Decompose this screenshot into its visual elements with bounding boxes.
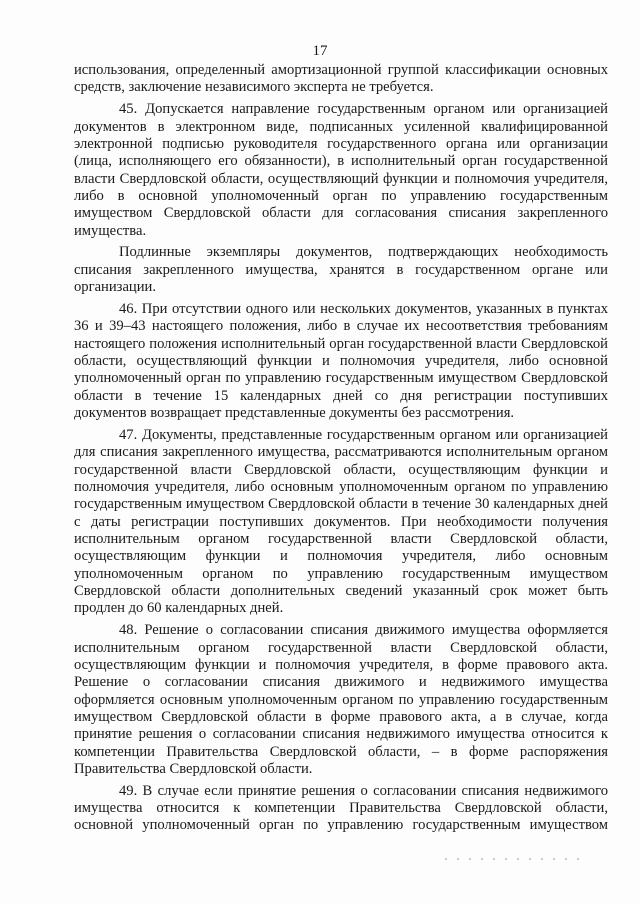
paragraph-originals: Подлинные экземпляры документов, подтверждающих необходимость списания закрепленного имущества, хранятся в государственном органе или организации. xyxy=(74,244,608,296)
paragraph-49: 49. В случае если принятие решения о согласовании списания недвижимого имущества относится к компетенции Правительства Свердловской области, основной уполномоченный орган по управлению государственным имуществом xyxy=(74,782,608,834)
paragraph-45: 45. Допускается направление государственным органом или организацией документов в электронном виде, подписанных усиленной квалифицированной электронной подписью руководителя государственного органа или организации (лица, исполняющего его обязанности), в исполнительный орган государственной власти Свердловской области, осуществляющий функции и полномочия учредителя, либо в основной уполномоченный орган по управлению государственным имуществом Свердловской области для согласования списания закрепленного имущества. xyxy=(74,101,608,239)
paragraph-47: 47. Документы, представленные государственным органом или организацией для списания закрепленного имущества, рассматриваются исполнительным органом государственной власти Свердловской области, осуществляющим функции и полномочия учредителя, либо основным уполномоченным органом по управлению государственным имуществом Свердловской области в течение 30 календарных дней с даты регистрации поступивших документов. При необходимости получения исполнительным органом государственной власти Свердловской области, осуществляющим функции и полномочия учредителя, либо основным уполномоченным органом по управлению государственным имуществом Свердловской области дополнительных сведений указанный срок может быть продлен до 60 календарных дней. xyxy=(74,426,608,617)
paragraph-46: 46. При отсутствии одного или нескольких документов, указанных в пунктах 36 и 39–43 настоящего положения, либо в случае их несоответствия требованиям настоящего положения исполнительный орган государственной власти Свердловской области, осуществляющий функции и полномочия учредителя, либо основной уполномоченный орган по управлению государственным имуществом Свердловской области в течение 15 календарных дней со дня регистрации поступивших документов возвращает представленные документы без рассмотрения. xyxy=(74,300,608,422)
page-number: 17 xyxy=(312,43,328,59)
paragraph-48: 48. Решение о согласовании списания движимого имущества оформляется исполнительным органом государственной власти Свердловской области, осуществляющим функции и полномочия учредителя, в форме правового акта. Решение о согласовании списания движимого и недвижимого имущества оформляется основным уполномоченным органом по управлению государственным имуществом Свердловской области в форме правового акта, а в случае, когда принятие решения о согласовании списания недвижимого имущества относится к компетенции Правительства Свердловской области, – в форме распоряжения Правительства Свердловской области. xyxy=(74,622,608,777)
document-body xyxy=(74,62,608,839)
scan-artifact xyxy=(440,857,580,861)
paragraph-continuation: использования, определенный амортизационной группой классификации основных средств, заключение независимого эксперта не требуется. xyxy=(74,62,608,96)
